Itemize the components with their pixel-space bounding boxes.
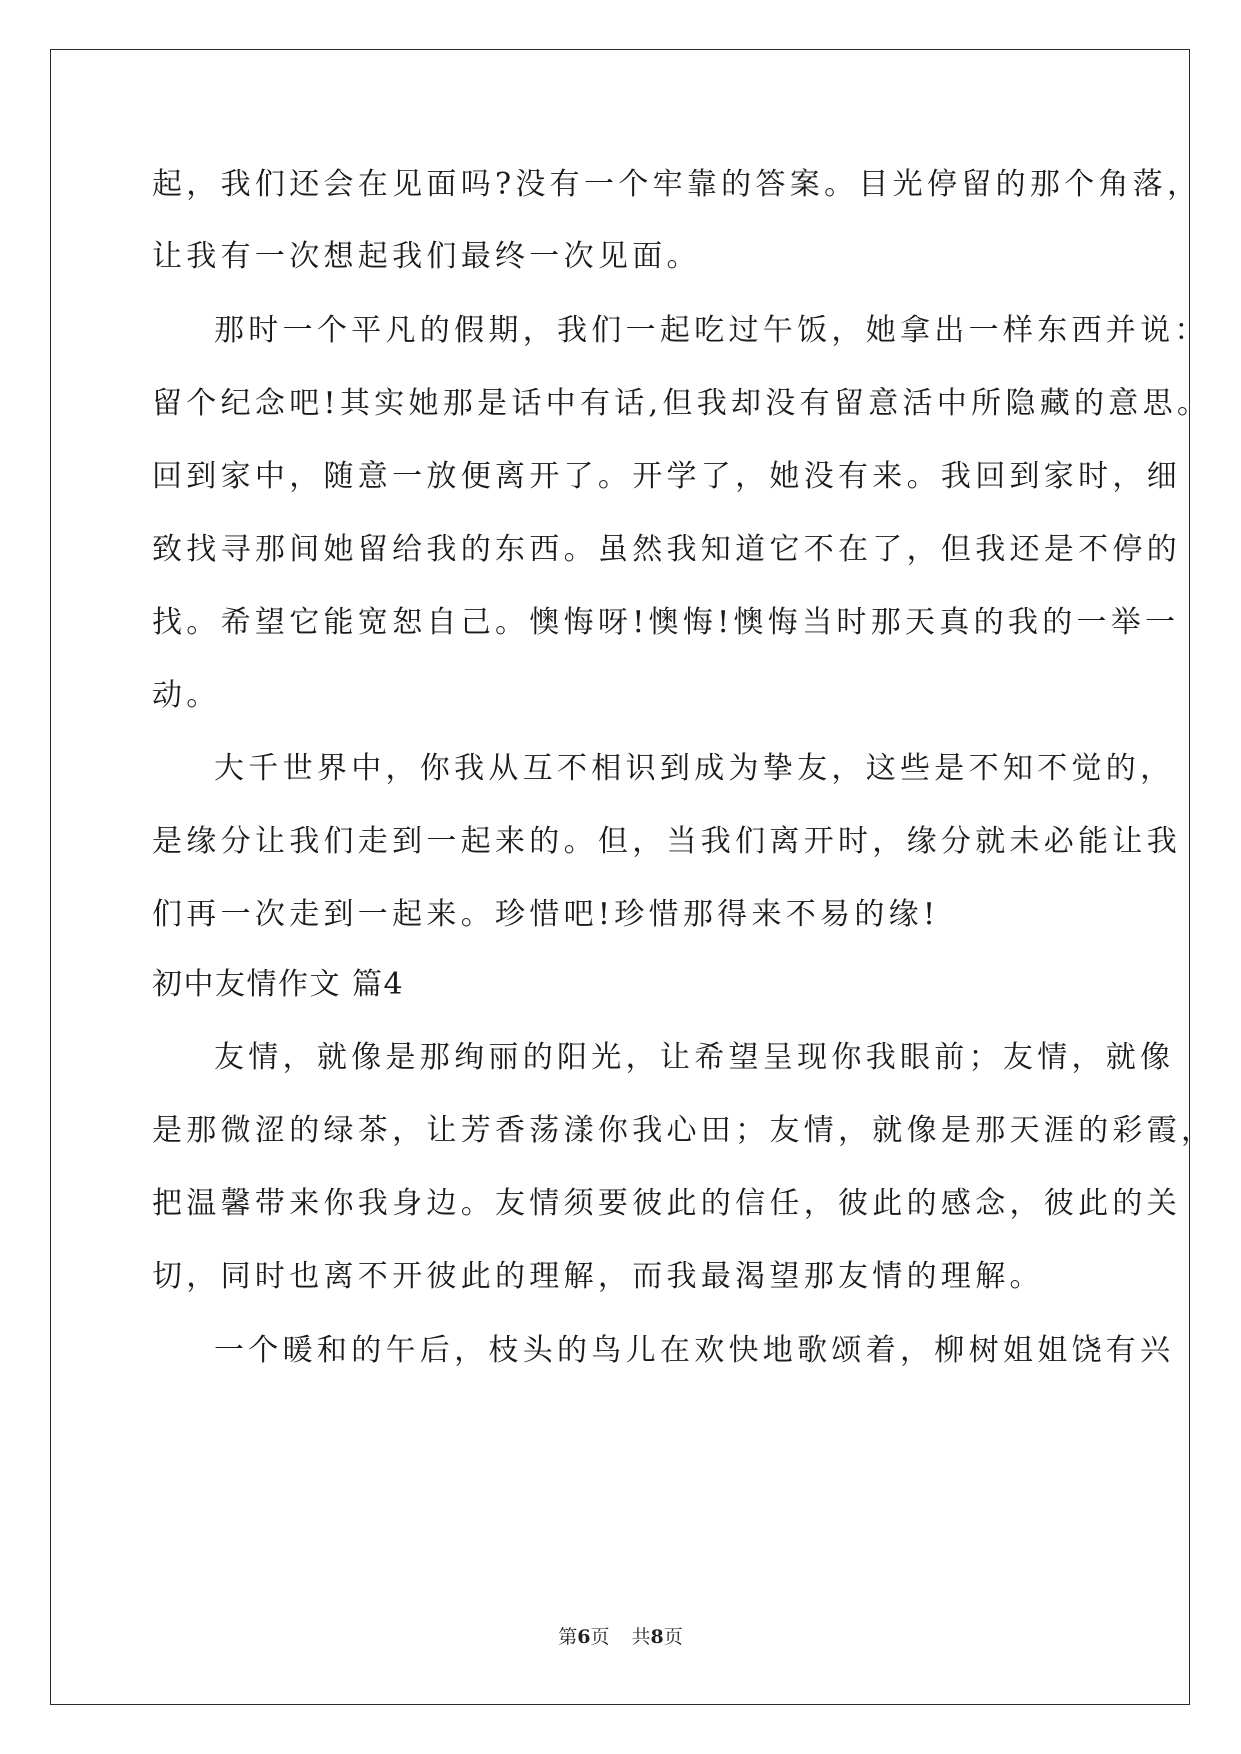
- paragraph-first-line: 那时一个平凡的假期，我们一起吃过午饭，她拿出一样东西并说：: [214, 313, 1209, 348]
- footer-prefix: 第: [558, 1626, 578, 1648]
- text-line: 回到家中，随意一放便离开了。开学了，她没有来。我回到家时，细: [152, 459, 1181, 494]
- text-line: 找。希望它能宽恕自己。懊悔呀!懊悔!懊悔当时那天真的我的一举一: [152, 605, 1180, 640]
- page-border: [50, 49, 1190, 1705]
- text-line: 让我有一次想起我们最终一次见面。: [152, 239, 701, 274]
- footer-page-suffix: 页: [590, 1626, 610, 1648]
- text-line: 起，我们还会在见面吗?没有一个牢靠的答案。目光停留的那个角落，: [152, 167, 1202, 202]
- total-page-number: 8: [650, 1626, 664, 1648]
- text-line: 是那微涩的绿茶，让芳香荡漾你我心田；友情，就像是那天涯的彩霞，: [152, 1113, 1216, 1148]
- footer-total-prefix: 共: [631, 1626, 651, 1648]
- page-footer: [0, 1624, 1241, 1650]
- text-line: 们再一次走到一起来。珍惜吧!珍惜那得来不易的缘!: [152, 897, 940, 932]
- paragraph-first-line: 一个暖和的午后，枝头的鸟儿在欢快地歌颂着，柳树姐姐饶有兴: [214, 1333, 1175, 1368]
- text-line: 留个纪念吧!其实她那是话中有话,但我却没有留意活中所隐藏的意思。: [152, 386, 1212, 421]
- footer-total-suffix: 页: [663, 1626, 683, 1648]
- text-line: 是缘分让我们走到一起来的。但，当我们离开时，缘分就未必能让我: [152, 824, 1181, 859]
- text-line: 把温馨带来你我身边。友情须要彼此的信任，彼此的感念，彼此的关: [152, 1186, 1181, 1221]
- section-heading: 初中友情作文 篇4: [152, 967, 405, 1002]
- paragraph-first-line: 大千世界中，你我从互不相识到成为挚友，这些是不知不觉的，: [214, 751, 1175, 786]
- current-page-number: 6: [577, 1626, 591, 1648]
- text-line: 动。: [152, 678, 221, 713]
- text-line: 致找寻那间她留给我的东西。虽然我知道它不在了，但我还是不停的: [152, 532, 1181, 567]
- text-line: 切，同时也离不开彼此的理解，而我最渴望那友情的理解。: [152, 1259, 1044, 1294]
- paragraph-first-line: 友情，就像是那绚丽的阳光，让希望呈现你我眼前；友情，就像: [214, 1040, 1175, 1075]
